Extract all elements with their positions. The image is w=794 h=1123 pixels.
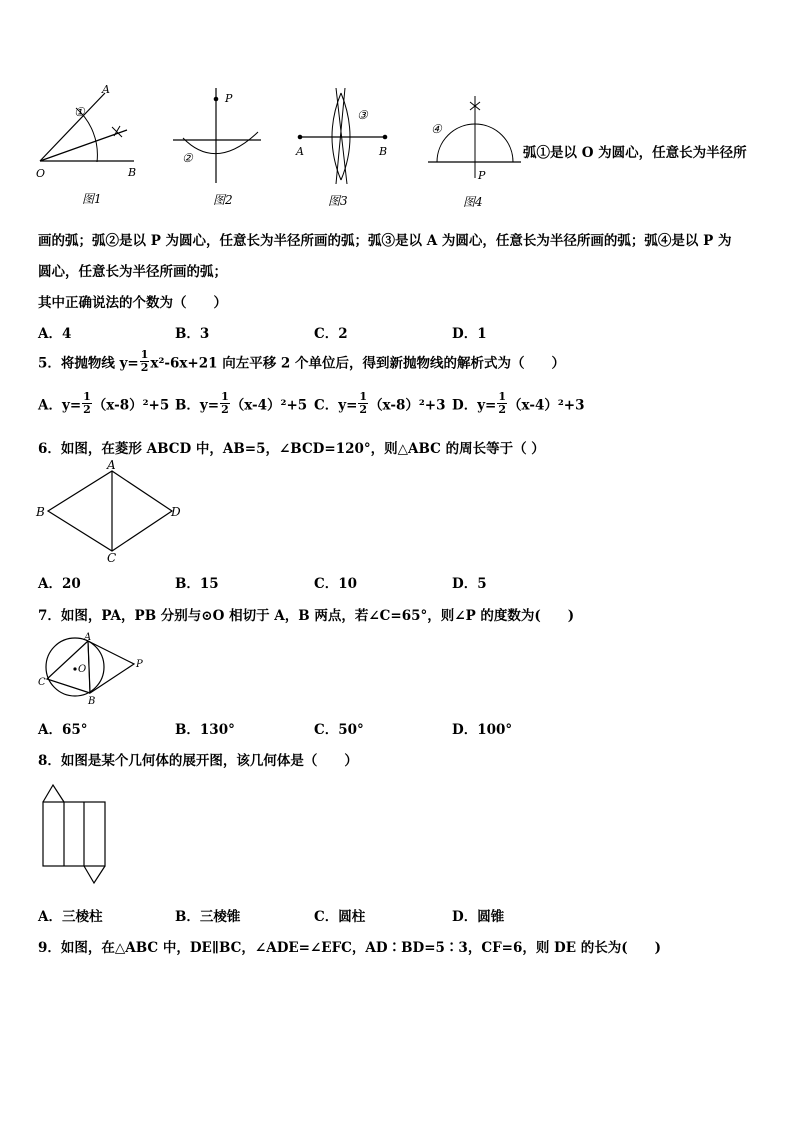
figure-4	[425, 80, 525, 215]
q6-stem: 6．如图，在菱形 ABCD 中，AB=5，∠BCD=120°，则△ABC 的周长等于（ ）	[38, 441, 545, 457]
label-A: A	[102, 83, 110, 96]
q7-option-d: D．100°	[452, 722, 513, 738]
label-B: B	[128, 166, 137, 179]
figure-caption: 图1	[82, 192, 102, 206]
q5-option-b: B．y= $\frac{1}{2}$ （x-4）²+5	[175, 390, 308, 416]
q7-stem: 7．如图，PA，PB 分别与⊙O 相切于 A，B 两点，若∠C=65°，则∠P 的度数为( )	[38, 608, 575, 624]
q5-option-d: D．y= $\frac{1}{2}$ （x-4）²+3	[452, 390, 585, 416]
rhombus-figure	[30, 455, 190, 567]
label-C: C	[107, 551, 117, 565]
q7-option-c: C．50°	[314, 722, 364, 738]
q4-option-b: B．3	[175, 326, 210, 342]
figure-caption: 图4	[463, 195, 483, 209]
q4-line-1: 弧①是以 O 为圆心，任意长为半径所	[523, 145, 747, 161]
arc-1-label: ①	[74, 105, 85, 119]
q9-stem: 9．如图，在△ABC 中，DE∥BC，∠ADE=∠EFC，AD∶BD=5∶3，CF=6，则 DE 的长为( )	[38, 940, 662, 956]
label-P: P	[478, 169, 486, 182]
q8-option-c: C．圆柱	[314, 909, 366, 925]
q5-option-c: C．y= $\frac{1}{2}$ （x-8）²+3	[314, 390, 446, 416]
q4-option-a: A．4	[38, 326, 72, 342]
q4-line-3: 圆心，任意长为半径所画的弧；	[38, 264, 227, 280]
q5-option-a: A．y= $\frac{1}{2}$ （x-8）²+5	[38, 390, 170, 416]
q8-stem: 8．如图是某个几何体的展开图，该几何体是（ ）	[38, 753, 358, 769]
label-D: D	[171, 505, 181, 519]
label-C: C	[38, 677, 46, 688]
q4-question: 其中正确说法的个数为（ ）	[38, 295, 227, 311]
arc-2-label: ②	[182, 151, 193, 165]
q5-stem: 5．将抛物线 y= $\frac{1}{2}$ x²-6x+21 向左平移 2 个单位后，得到新抛物线的解析式为（ ）	[38, 348, 566, 374]
q7-option-a: A．65°	[38, 722, 88, 738]
label-A: A	[296, 145, 304, 158]
label-B: B	[36, 505, 45, 519]
arc-3-label: ③	[357, 108, 368, 122]
figure-caption: 图2	[213, 193, 233, 207]
figure-3	[290, 80, 400, 210]
label-P: P	[225, 92, 233, 105]
label-O: O	[36, 167, 46, 180]
label-O: O	[78, 664, 87, 675]
q4-option-d: D．1	[452, 326, 487, 342]
figure-caption: 图3	[328, 194, 348, 208]
q4-option-c: C．2	[314, 326, 348, 342]
label-B: B	[88, 696, 96, 707]
q6-option-b: B．15	[175, 576, 219, 592]
q6-option-a: A．20	[38, 576, 81, 592]
q8-option-b: B．三棱锥	[175, 909, 241, 925]
q7-option-b: B．130°	[175, 722, 235, 738]
net-figure	[36, 780, 116, 890]
circle-tangent-figure	[32, 630, 152, 710]
q4-line-2: 画的弧；弧②是以 P 为圆心，任意长为半径所画的弧；弧③是以 A 为圆心，任意长为半径所画的弧；弧④是以 P 为	[38, 233, 732, 249]
label-A: A	[84, 632, 92, 643]
label-A: A	[107, 458, 116, 472]
label-B: B	[379, 145, 388, 158]
arc-4-label: ④	[431, 122, 442, 136]
q8-option-a: A．三棱柱	[38, 909, 103, 925]
figure-2	[165, 80, 275, 210]
figure-1	[30, 80, 140, 210]
q6-option-c: C．10	[314, 576, 358, 592]
label-P: P	[136, 659, 143, 670]
q8-option-d: D．圆锥	[452, 909, 505, 925]
q6-option-d: D．5	[452, 576, 487, 592]
